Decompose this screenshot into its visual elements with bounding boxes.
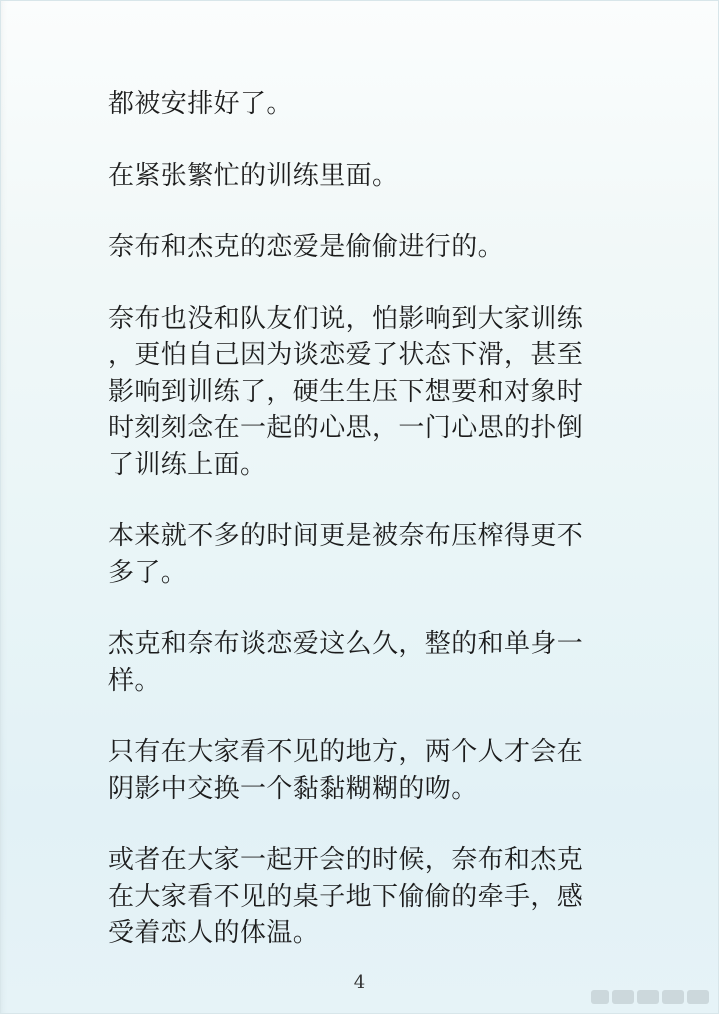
paragraph-8: 或者在大家一起开会的时候，奈布和杰克 在大家看不见的桌子地下偷偷的牵手，感 受着恋人的体温。 xyxy=(108,845,584,948)
paragraph-1: 都被安排好了。 xyxy=(108,89,293,119)
watermark-glyph xyxy=(662,990,684,1004)
paragraph-2: 在紧张繁忙的训练里面。 xyxy=(108,160,399,191)
watermark-glyph xyxy=(687,990,709,1004)
paragraph-6: 杰克和奈布谈恋爱这么久，整的和单身一 样。 xyxy=(108,629,584,696)
paragraph-4: 奈布也没和队友们说，怕影响到大家训练 ，更怕自己因为谈恋爱了状态下滑，甚至 影响到训练了，硬生生压下想要和对象时 时刻刻念在一起的心思，一门心思的扑倒 了训练上面。 xyxy=(108,303,584,480)
watermark-logo xyxy=(591,986,711,1008)
watermark-glyph xyxy=(637,990,659,1004)
paragraph-5: 本来就不多的时间更是被奈布压榨得更不 多了。 xyxy=(108,521,584,588)
watermark-glyph xyxy=(612,990,634,1004)
watermark-mark-icon xyxy=(591,990,609,1004)
paragraph-7: 只有在大家看不见的地方，两个人才会在 阴影中交换一个黏黏糊糊的吻。 xyxy=(108,737,584,804)
page-number: 4 xyxy=(353,972,366,993)
paragraph-3: 奈布和杰克的恋爱是偷偷进行的。 xyxy=(108,232,505,262)
document-body xyxy=(108,86,618,987)
